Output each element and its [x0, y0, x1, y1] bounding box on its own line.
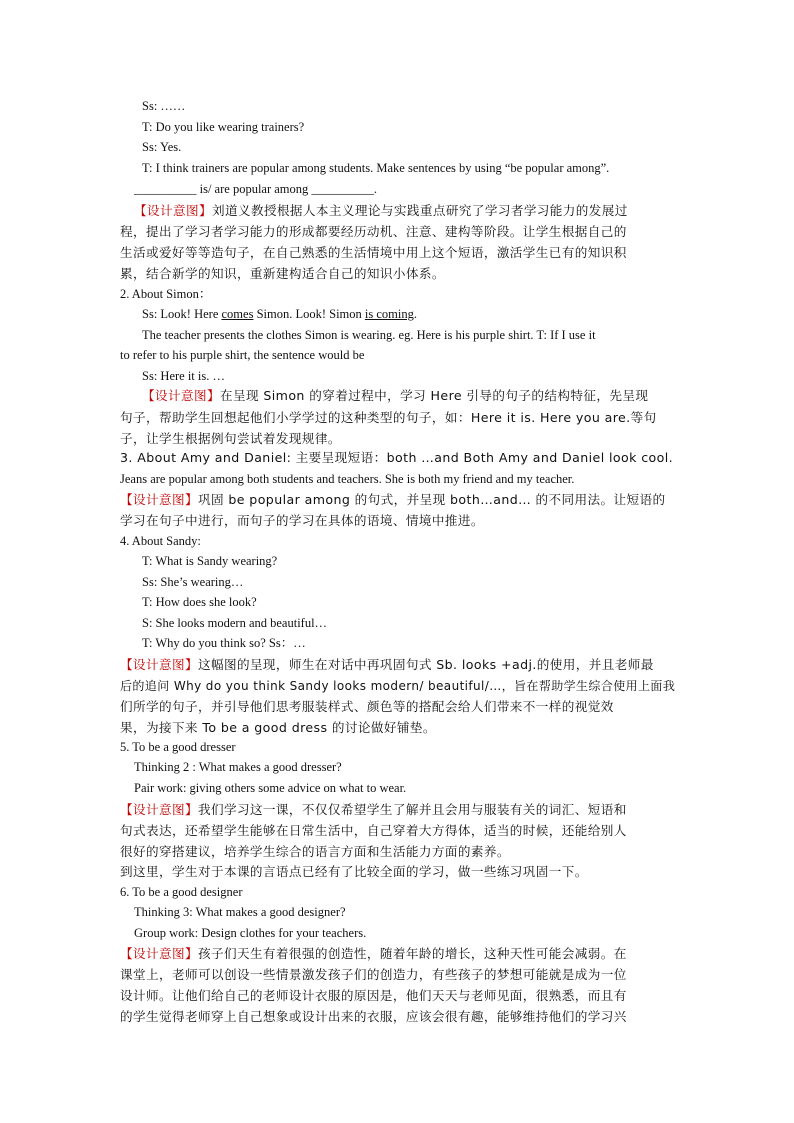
paragraph-line: 们所学的句子，并引导他们思考服装样式、颜色等的搭配会给人们带来不一样的视觉效 [120, 699, 614, 714]
paragraph-line: The teacher presents the clothes Simon is wearing. eg. Here is his purple shirt. T: If I use it [142, 328, 596, 342]
dialogue-line: Ss: Yes. [142, 140, 182, 154]
design-intent-label: 【设计意图】 [134, 203, 212, 218]
section-heading: 6. To be a good designer [120, 885, 243, 899]
paragraph-line: 生活或爱好等等造句子，在自己熟悉的生活情境中用上这个短语，激活学生已有的知识积 [120, 245, 627, 260]
design-intent-paragraph: 【设计意图】刘道义教授根据人本主义理论与实践重点研究了学习者学习能力的发展过 [134, 203, 628, 218]
dialogue-line: T: How does she look? [142, 595, 257, 609]
paragraph-line: 累，结合新学的知识，重新建构适合自己的知识小体系。 [120, 266, 445, 281]
paragraph-line: Pair work: giving others some advice on what to wear. [134, 781, 407, 795]
paragraph-line: Thinking 2 : What makes a good dresser? [134, 760, 342, 774]
paragraph-line: 子，让学生根据例句尝试着发现规律。 [120, 431, 341, 446]
paragraph-line: 课堂上，老师可以创设一些情景激发孩子们的创造力，有些孩子的梦想可能就是成为一位 [120, 967, 627, 982]
paragraph-line: 设计师。让他们给自己的老师设计衣服的原因是，他们天天与老师见面，很熟悉，而且有 [120, 988, 627, 1003]
paragraph-line: to refer to his purple shirt, the sentence would be [120, 348, 365, 362]
section-heading: 5. To be a good dresser [120, 740, 236, 754]
section-heading: 2. About Simon： [120, 287, 212, 301]
design-intent-paragraph: 【设计意图】在呈现 Simon 的穿着过程中，学习 Here 引导的句子的结构特征，先呈现 [142, 388, 649, 403]
paragraph-line: 到这里，学生对于本课的言语点已经有了比较全面的学习，做一些练习巩固一下。 [120, 864, 588, 879]
paragraph-line: 的学生觉得老师穿上自己想象或设计出来的衣服，应该会很有趣，能够维持他们的学习兴 [120, 1009, 627, 1024]
paragraph-line: 句子，帮助学生回想起他们小学学过的这种类型的句子，如：Here it is. Here you are.等句 [120, 410, 657, 425]
dialogue-line: Ss: Look! Here comes Simon. Look! Simon is coming. [142, 307, 417, 321]
section-heading: 3. About Amy and Daniel: 主要呈现短语：both …and Both Amy and Daniel look cool. [120, 450, 674, 465]
paragraph-line: Group work: Design clothes for your teachers. [134, 926, 367, 940]
paragraph-line: 学习在句子中进行，而句子的学习在具体的语境、情境中推进。 [120, 513, 484, 528]
dialogue-line: Ss: She’s wearing… [142, 575, 244, 589]
dialogue-line: T: Do you like wearing trainers? [142, 120, 305, 134]
fill-in-sentence: __________ is/ are popular among __________. [134, 182, 378, 196]
paragraph-line: 程，提出了学习者学习能力的形成都要经历动机、注意、建构等阶段。让学生根据自己的 [120, 224, 627, 239]
design-intent-paragraph: 【设计意图】孩子们天生有着很强的创造性，随着年龄的增长，这种天性可能会减弱。在 [120, 946, 627, 961]
dialogue-line: Ss: …… [142, 99, 186, 113]
paragraph-line: Jeans are popular among both students and teachers. She is both my friend and my teacher. [120, 472, 575, 486]
paragraph-line: 句式表达，还希望学生能够在日常生活中，自己穿着大方得体，适当的时候，还能给别人 [120, 823, 627, 838]
design-intent-label: 【设计意图】 [142, 388, 220, 403]
design-intent-label: 【设计意图】 [120, 492, 198, 507]
design-intent-paragraph: 【设计意图】这幅图的呈现，师生在对话中再巩固句式 Sb. looks +adj.的使用，并且老师最 [120, 657, 654, 672]
dialogue-line: T: Why do you think so? Ss：… [142, 636, 306, 650]
design-intent-paragraph: 【设计意图】我们学习这一课，不仅仅希望学生了解并且会用与服装有关的词汇、短语和 [120, 802, 627, 817]
dialogue-line: T: What is Sandy wearing? [142, 554, 278, 568]
design-intent-label: 【设计意图】 [120, 802, 198, 817]
paragraph-line: 后的追问 Why do you think Sandy looks modern/ beautiful/…，旨在帮助学生综合使用上面我 [120, 679, 676, 693]
dialogue-line: Ss: Here it is. … [142, 369, 225, 383]
design-intent-label: 【设计意图】 [120, 946, 198, 961]
dialogue-line: T: I think trainers are popular among students. Make sentences by using “be popular among”. [142, 161, 610, 175]
paragraph-line: 果，为接下来 To be a good dress 的讨论做好铺垫。 [120, 720, 436, 735]
section-heading: 4. About Sandy: [120, 534, 201, 548]
design-intent-label: 【设计意图】 [120, 657, 198, 672]
paragraph-line: 很好的穿搭建议，培养学生综合的语言方面和生活能力方面的素养。 [120, 844, 510, 859]
dialogue-line: S: She looks modern and beautiful… [142, 616, 328, 630]
design-intent-paragraph: 【设计意图】巩固 be popular among 的句式，并呈现 both…and… 的不同用法。让短语的 [120, 492, 666, 507]
paragraph-line: Thinking 3: What makes a good designer? [134, 905, 346, 919]
